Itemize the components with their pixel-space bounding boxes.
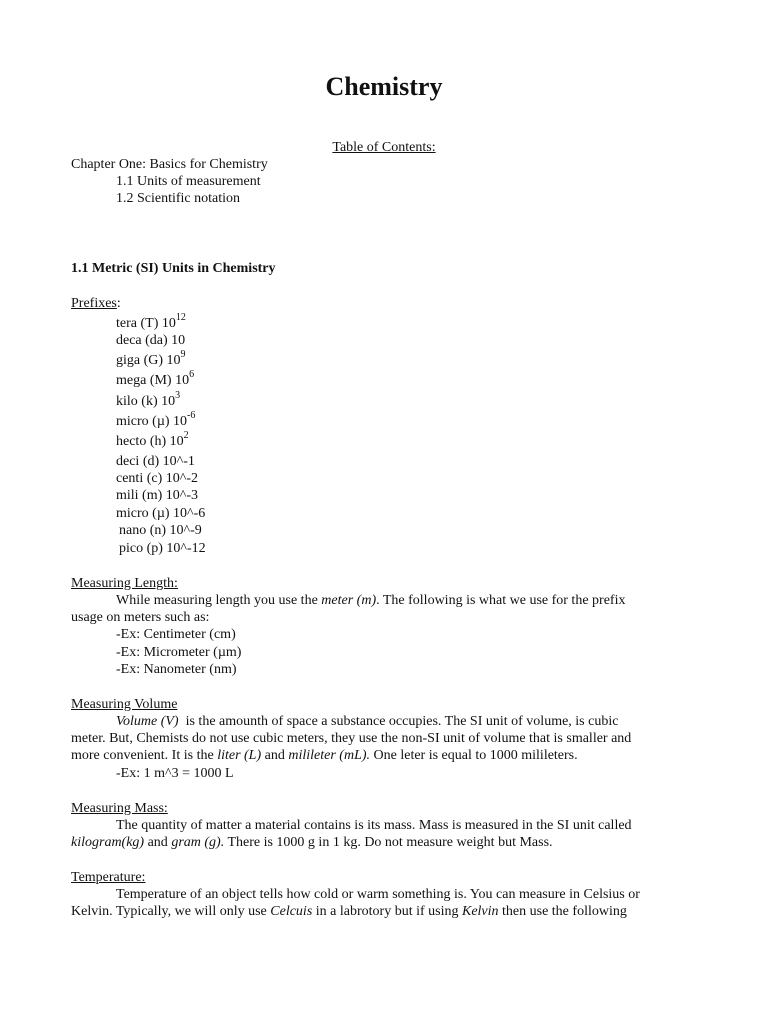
prefix-item: mega (M) $10^6$: [116, 369, 195, 388]
length-paragraph-line: usage on meters such as:: [71, 610, 210, 625]
length-paragraph-line: While measuring length you use the meter (m). The following is what we use for the prefix: [116, 593, 626, 608]
volume-paragraph-line: Volume (V) is the amounth of space a substance occupies. The SI unit of volume, is cubic: [116, 714, 619, 729]
prefix-item: mili (m) 10^-3: [116, 488, 199, 503]
toc-chapter: Chapter One: Basics for Chemistry: [71, 157, 268, 172]
prefix-item: deca (da) 10: [116, 333, 186, 348]
volume-heading: Measuring Volume: [71, 697, 178, 712]
toc-item: 1.1 Units of measurement: [116, 174, 261, 189]
page-title: Chemistry: [325, 72, 443, 101]
length-example: -Ex: Nanometer (nm): [116, 662, 237, 677]
temperature-heading: Temperature:: [71, 870, 146, 885]
prefix-item: kilo (k) $10^3$: [116, 390, 181, 409]
prefix-item: micro (µ) 10^-6: [116, 506, 206, 521]
prefix-item: centi (c) 10^-2: [116, 471, 198, 486]
length-example: -Ex: Centimeter (cm): [116, 627, 236, 642]
temperature-paragraph-line: Kelvin. Typically, we will only use Celcuis in a labrotory but if using Kelvin then use the following: [71, 904, 627, 919]
volume-example: -Ex: 1 m^3 = 1000 L: [116, 766, 234, 781]
prefix-item: pico (p) 10^-12: [119, 541, 206, 556]
section-heading: 1.1 Metric (SI) Units in Chemistry: [71, 261, 276, 276]
volume-paragraph-line: meter. But, Chemists do not use cubic meters, they use the non-SI unit of volume that is smaller and: [71, 731, 632, 746]
length-example: -Ex: Micrometer (µm): [116, 645, 242, 660]
temperature-paragraph-line: Temperature of an object tells how cold or warm something is. You can measure in Celsius or: [116, 887, 640, 902]
prefix-item: micro (µ) $10^{-6}$: [116, 410, 196, 429]
prefix-item: nano (n) 10^-9: [119, 523, 202, 538]
mass-heading: Measuring Mass:: [71, 801, 168, 816]
prefix-item: tera (T) $10^{12}$: [116, 312, 186, 331]
length-heading: Measuring Length:: [71, 576, 178, 591]
mass-paragraph-line: kilogram(kg) and gram (g). There is 1000 g in 1 kg. Do not measure weight but Mass.: [71, 835, 553, 850]
toc-item: 1.2 Scientific notation: [116, 191, 241, 206]
prefix-item: giga (G) $10^9$: [116, 349, 186, 368]
volume-paragraph-line: more convenient. It is the liter (L) and milileter (mL). One leter is equal to 1000 milileters.: [71, 748, 578, 763]
toc-heading: Table of Contents:: [332, 140, 436, 155]
prefixes-heading: Prefixes:: [71, 296, 121, 311]
mass-paragraph-line: The quantity of matter a material contains is its mass. Mass is measured in the SI unit called: [116, 818, 632, 833]
prefix-item: deci (d) 10^-1: [116, 454, 195, 469]
prefix-item: hecto (h) $10^2$: [116, 430, 189, 449]
